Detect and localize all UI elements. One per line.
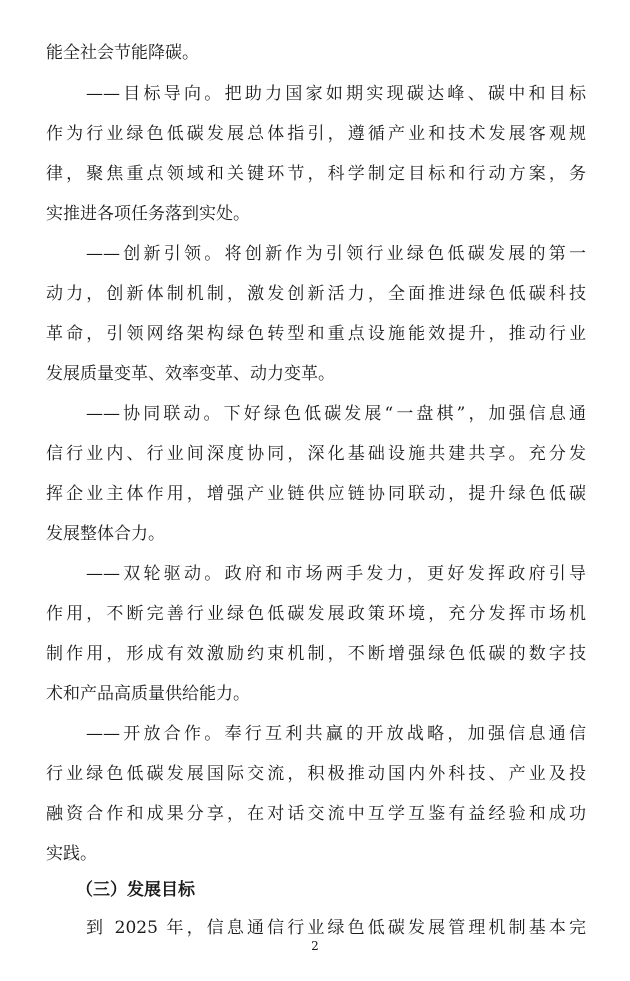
text-line-innovation-4: 发展质量变革、效率变革、动力变革。 <box>46 364 335 384</box>
text-line-coordination-1: ——协同联动。下好绿色低碳发展“一盘棋”，加强信息通 <box>86 404 586 424</box>
text-line-goal-oriented-1: ——目标导向。把助力国家如期实现碳达峰、碳中和目标 <box>86 84 586 104</box>
text-line-dual-drive-2: 作用，不断完善行业绿色低碳发展政策环境，充分发挥市场机 <box>46 604 586 624</box>
text-line-open-cooperation-4: 实践。 <box>46 844 97 864</box>
text-line-open-cooperation-1: ——开放合作。奉行互利共赢的开放战略，加强信息通信 <box>86 724 586 744</box>
text-line-goal-oriented-2: 作为行业绿色低碳发展总体指引，遵循产业和技术发展客观规 <box>46 124 586 144</box>
page-number: 2 <box>311 939 319 953</box>
text-line-open-cooperation-3: 融资合作和成果分享，在对话交流中互学互鉴有益经验和成功 <box>46 804 586 824</box>
text-line-coordination-3: 挥企业主体作用，增强产业链供应链协同联动，提升绿色低碳 <box>46 484 586 504</box>
text-line-innovation-3: 革命，引领网络架构绿色转型和重点设施能效提升，推动行业 <box>46 324 586 344</box>
text-line-innovation-1: ——创新引领。将创新作为引领行业绿色低碳发展的第一 <box>86 244 586 264</box>
text-line-targets-1: 到 2025 年，信息通信行业绿色低碳发展管理机制基本完 <box>86 918 586 938</box>
text-line-innovation-2: 动力，创新体制机制，激发创新活力，全面推进绿色低碳科技 <box>46 284 586 304</box>
text-line-goal-oriented-3: 律，聚焦重点领域和关键环节，科学制定目标和行动方案，务 <box>46 164 586 184</box>
text-line-dual-drive-4: 术和产品高质量供给能力。 <box>46 684 250 704</box>
text-line-goal-oriented-4: 实推进各项任务落到实处。 <box>46 204 250 224</box>
text-line-continuation: 能全社会节能降碳。 <box>46 43 199 63</box>
section-heading: （三）发展目标 <box>76 880 195 900</box>
text-line-coordination-4: 发展整体合力。 <box>46 524 165 544</box>
text-line-dual-drive-1: ——双轮驱动。政府和市场两手发力，更好发挥政府引导 <box>86 564 586 584</box>
text-line-dual-drive-3: 制作用，形成有效激励约束机制，不断增强绿色低碳的数字技 <box>46 644 586 664</box>
text-line-open-cooperation-2: 行业绿色低碳发展国际交流，积极推动国内外科技、产业及投 <box>46 764 586 784</box>
text-line-coordination-2: 信行业内、行业间深度协同，深化基础设施共建共享。充分发 <box>46 444 586 464</box>
